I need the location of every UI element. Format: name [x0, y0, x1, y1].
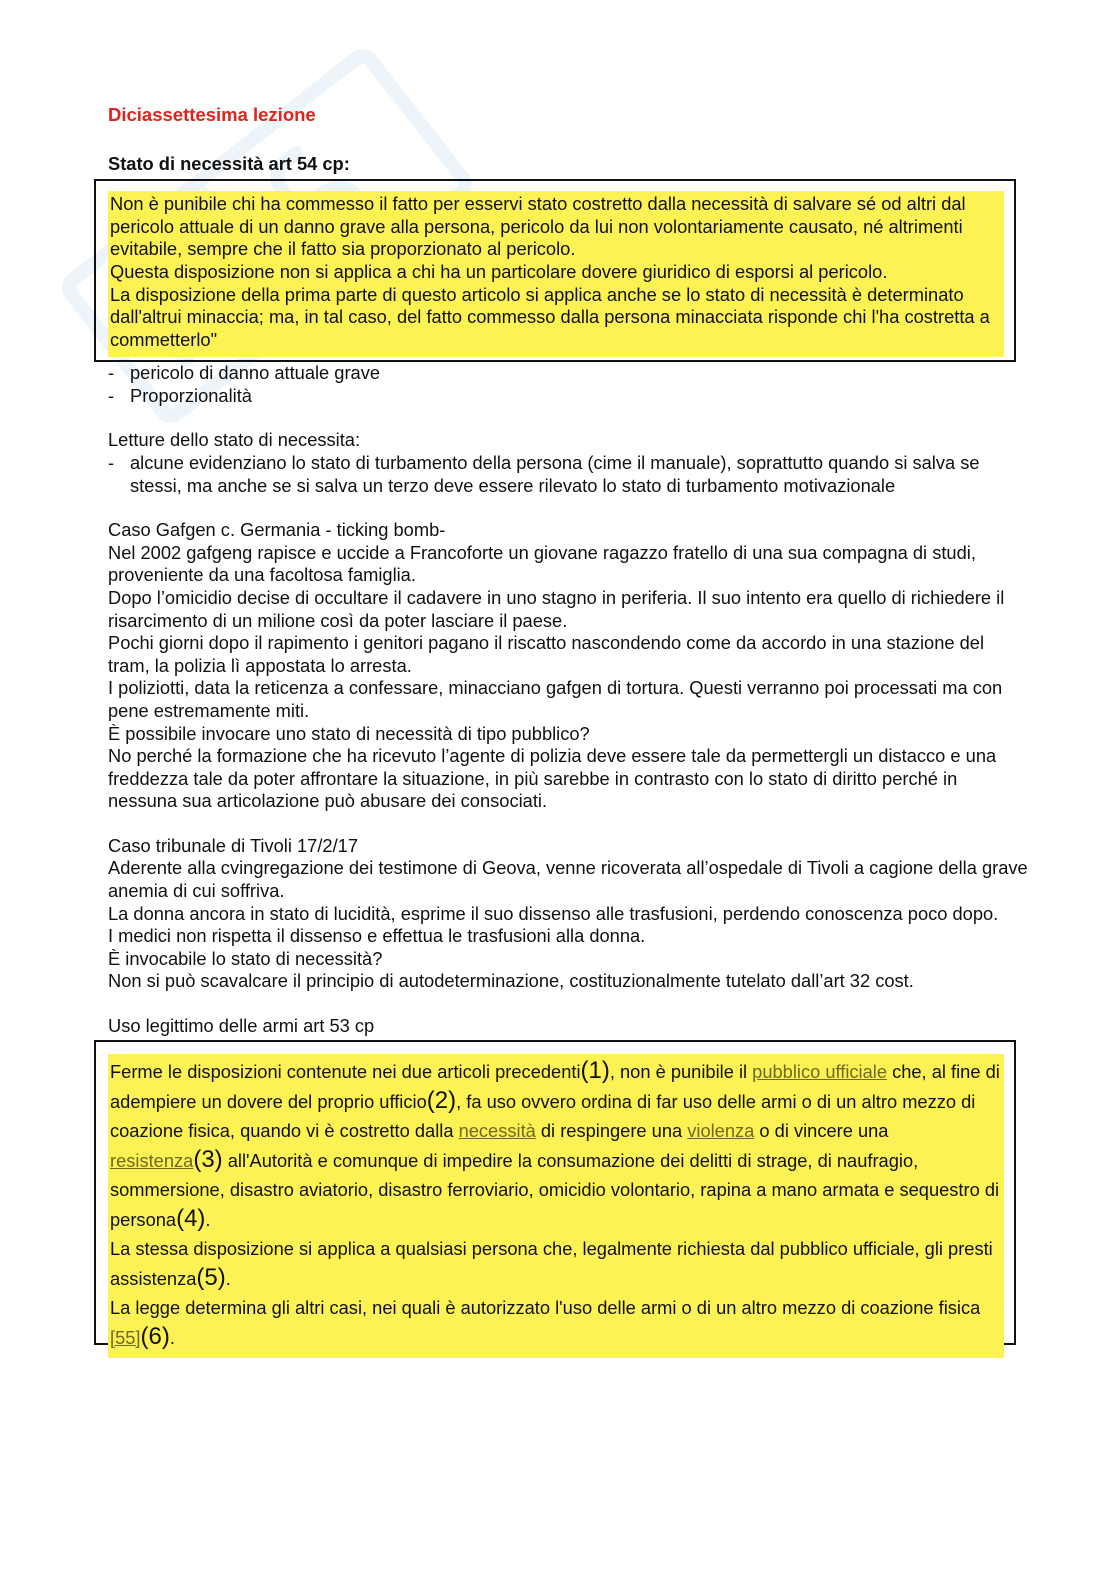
text-run: o di vincere una	[754, 1119, 889, 1141]
list-item: - alcune evidenziano lo stato di turbamento della persona (cime il manuale), soprattutto quando si salva se stessi, ma anche se si salva un terzo deve essere rilevato lo stato di turbamento motivazionale	[108, 452, 1028, 497]
case-line: È possibile invocare uno stato di necessità di tipo pubblico?	[108, 722, 590, 744]
case-line: Nel 2002 gafgeng rapisce e uccide a Francoforte un giovane ragazzo fratello di una sua compagna di studi, proveniente da una facoltosa famiglia.	[108, 541, 976, 586]
case-line: Dopo l’omicidio decise di occultare il cadavere in uno stagno in periferia. Il suo intento era quello di richiedere il risarcimento di un milione così da poter lasciare il paese.	[108, 586, 1005, 631]
text-run: .	[205, 1208, 211, 1230]
art54-highlight	[108, 191, 1004, 357]
text-run: .	[169, 1326, 175, 1348]
resistenza-link[interactable]: resistenza	[110, 1149, 194, 1171]
art54-paragraph: Non è punibile chi ha commesso il fatto per esservi stato costretto dalla necessità di salvare sé od altri dal pericolo attuale di un danno grave alla persona, pericolo da lui non volontariamente causato, né altrimenti evitabile, sempre che il fatto sia proporzionato al pericolo.	[110, 193, 966, 260]
reference-55-link[interactable]: [55]	[110, 1326, 141, 1348]
case-line: Aderente alla cvingregazione dei testimone di Geova, venne ricoverata all’ospedale di Tivoli a cagione della grave anemia di cui soffriva.	[108, 857, 1028, 902]
footnote-marker: (5)	[196, 1263, 226, 1291]
text-run: all'Autorità e comunque di impedire la consumazione dei delitti di strage, di naufragio, sommersione, disastro aviatorio, disastro ferroviario, omicidio volontario, rapina a mano armata e sequestro di persona	[110, 1149, 1000, 1230]
text-run: , non è punibile il	[609, 1060, 753, 1082]
art53-paragraph	[110, 1056, 1000, 1234]
text-run: La legge determina gli altri casi, nei quali è autorizzato l'uso delle armi o di un altro mezzo di coazione fisica	[110, 1296, 981, 1318]
case-line: I medici non rispetta il dissenso e effettua le trasfusioni alla donna.	[108, 925, 646, 947]
art54-quote-box	[94, 179, 1016, 362]
case-line: Non si può scavalcare il principio di autodeterminazione, costituzionalmente tutelato dall’art 32 cost.	[108, 970, 914, 992]
violenza-link[interactable]: violenza	[687, 1119, 755, 1141]
footnote-marker: (3)	[193, 1145, 223, 1173]
necessity-heading: Stato di necessità art 54 cp:	[108, 152, 350, 174]
document-body	[108, 104, 1028, 1350]
text-run: La stessa disposizione si applica a qualsiasi persona che, legalmente richiesta dal pubblico ufficiale, gli presti assistenza	[110, 1237, 993, 1289]
art53-highlight	[108, 1054, 1004, 1358]
case-line: Pochi giorni dopo il rapimento i genitori pagano il riscatto nascondendo come da accordo in una stazione del tram, la polizia lì appostata lo arresta.	[108, 632, 985, 676]
art53-quote-box	[94, 1040, 1016, 1350]
case-heading: Caso tribunale di Tivoli 17/2/17	[108, 834, 358, 856]
footnote-marker: (6)	[140, 1322, 170, 1350]
text-run: , fa uso ovvero ordina di far uso delle armi o di un altro mezzo di coazione fisica, quando vi è costretto dalla	[110, 1090, 976, 1141]
case-line: È invocabile lo stato di necessità?	[108, 947, 383, 969]
gafgen-case	[108, 519, 1028, 813]
readings-heading: Letture dello stato di necessita:	[108, 429, 361, 451]
art53-paragraph	[110, 1234, 1000, 1293]
case-line: La donna ancora in stato di lucidità, esprime il suo dissenso alle trasfusioni, perdendo conoscenza poco dopo.	[108, 902, 999, 924]
footnote-marker: (2)	[426, 1086, 457, 1114]
pubblico-ufficiale-link[interactable]: pubblico ufficiale	[752, 1060, 887, 1082]
text-run: che, al fine di adempiere un dovere del proprio ufficio	[110, 1060, 1000, 1112]
case-line: I poliziotti, data la reticenza a confessare, minacciano gafgen di tortura. Questi verranno poi processati ma con pene estremamente miti.	[108, 677, 1003, 721]
art54-paragraph: La disposizione della prima parte di questo articolo si applica anche se lo stato di necessità è determinato dall'altrui minaccia; ma, in tal caso, del fatto commesso dalla persona minacciata risponde chi l'ha costretta a commetterlo"	[110, 283, 990, 350]
readings-list	[108, 452, 1028, 497]
case-line: No perché la formazione che ha ricevuto l’agente di polizia deve essere tale da permettergli un distacco e una freddezza tale da poter affrontare la situazione, in più sarebbe in contrasto con lo stato di diritto perché in nessuna sua articolazione può abusare dei consociati.	[108, 745, 997, 812]
footnote-marker: (1)	[580, 1056, 610, 1084]
list-item: - Proporzionalità	[108, 385, 1028, 408]
art54-paragraph: Questa disposizione non si applica a chi ha un particolare dovere giuridico di esporsi al pericolo.	[110, 260, 888, 282]
case-heading: Caso Gafgen c. Germania - ticking bomb-	[108, 519, 446, 541]
text-run: di respingere una	[535, 1119, 688, 1141]
tivoli-case	[108, 835, 1028, 993]
list-item: - pericolo di danno attuale grave	[108, 362, 1028, 385]
footnote-marker: (4)	[176, 1204, 206, 1232]
lesson-title: Diciassettesima lezione	[108, 104, 316, 125]
necessita-link[interactable]: necessità	[458, 1119, 536, 1141]
weapons-heading: Uso legittimo delle armi art 53 cp	[108, 1015, 375, 1037]
text-run: Ferme le disposizioni contenute nei due articoli precedenti	[110, 1060, 581, 1082]
requirements-list	[108, 362, 1028, 407]
text-run: .	[225, 1267, 231, 1289]
art53-paragraph	[110, 1293, 1000, 1352]
